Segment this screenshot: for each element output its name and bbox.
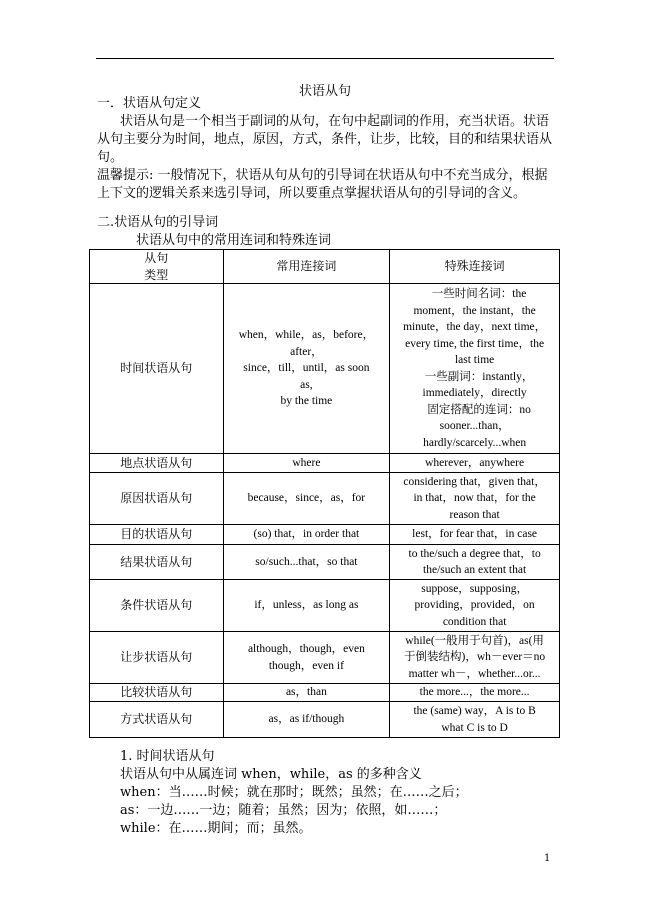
row-common-reason: because，since，as，for bbox=[223, 473, 390, 525]
section2-heading: 二.状语从句的引导词 bbox=[97, 215, 219, 230]
header-type-line-1: 从句 bbox=[144, 251, 169, 265]
row-type-time: 时间状语从句 bbox=[90, 284, 224, 454]
header-clause-type bbox=[90, 250, 224, 284]
definition-line-3: 句。 bbox=[97, 150, 124, 165]
table-caption: 状语从句中的常用连词和特殊连词 bbox=[136, 233, 332, 248]
meaning-as: as：一边……一边；随着；虽然；因为；依照，如……； bbox=[120, 803, 447, 818]
row-common-concession: although，though，even though，even if bbox=[223, 632, 390, 684]
row-special-comparison: the more...，the more... bbox=[390, 684, 560, 702]
row-type-purpose: 目的状语从句 bbox=[90, 525, 224, 545]
table-row-reason bbox=[90, 473, 560, 525]
row-common-place: where bbox=[223, 454, 390, 473]
meaning-when: when：当……时候；就在那时；既然；虽然；在……之后； bbox=[120, 785, 468, 800]
definition-line-1: 状语从句是一个相当于副词的从句，在句中起副词的作用，充当状语。状语 bbox=[120, 114, 550, 129]
row-type-manner: 方式状语从句 bbox=[90, 702, 224, 738]
row-special-place: wherever，anywhere bbox=[390, 454, 560, 473]
row-special-reason: considering that，given that， in that，now that，for the reason that bbox=[390, 473, 560, 525]
row-common-comparison: as，than bbox=[223, 684, 390, 702]
row-special-time: 􀁺一些时间名词：the moment，the instant，the minute，the day，next time， every time, the first time，the last time 􀁺一些副词：instantly， immediately，directly 􀁺固定搭配的连词：no sooner...than， hardly/scarcely...when bbox=[390, 284, 560, 454]
table-row-concession bbox=[90, 632, 560, 684]
table-row-condition bbox=[90, 580, 560, 632]
table-row-result bbox=[90, 545, 560, 580]
row-type-concession: 让步状语从句 bbox=[90, 632, 224, 684]
row-type-result: 结果状语从句 bbox=[90, 545, 224, 580]
row-special-result: to the/such a degree that，to the/such an extent that bbox=[390, 545, 560, 580]
section1-heading: 一．状语从句定义 bbox=[97, 96, 202, 111]
row-type-comparison: 比较状语从句 bbox=[90, 684, 224, 702]
subsection1-intro: 状语从句中从属连词 when，while，as 的多种含义 bbox=[120, 767, 422, 782]
header-common-conjunctions: 常用连接词 bbox=[223, 250, 390, 284]
header-type-line-2: 类型 bbox=[144, 267, 169, 282]
tip-line-1: 温馨提示: 一般情况下，状语从句从句的引导词在状语从句中不充当成分，根据 bbox=[97, 168, 548, 183]
row-common-result: so/such...that，so that bbox=[223, 545, 390, 580]
row-special-condition: suppose，supposing， providing，provided，on condition that bbox=[390, 580, 560, 632]
header-special-conjunctions: 特殊连接词 bbox=[390, 250, 560, 284]
row-special-manner: the (same) way，A is to B what C is to D bbox=[390, 702, 560, 738]
tip-line-2: 上下文的逻辑关系来选引导词，所以要重点掌握状语从句的引导词的含义。 bbox=[97, 186, 527, 201]
conjunction-table bbox=[89, 249, 560, 738]
row-type-reason: 原因状语从句 bbox=[90, 473, 224, 525]
table-row-comparison bbox=[90, 684, 560, 702]
row-type-condition: 条件状语从句 bbox=[90, 580, 224, 632]
row-special-purpose: lest，for fear that，in case bbox=[390, 525, 560, 545]
document-title: 状语从句 bbox=[298, 84, 351, 99]
meaning-while: while：在……期间；而；虽然。 bbox=[120, 821, 312, 836]
table-row-place bbox=[90, 454, 560, 473]
subsection1-heading: 1. 时间状语从句 bbox=[120, 749, 215, 764]
row-common-condition: if，unless，as long as bbox=[223, 580, 390, 632]
header-rule bbox=[96, 58, 554, 59]
table-header-row bbox=[90, 250, 560, 284]
table-row-time bbox=[90, 284, 560, 454]
row-common-time: when，while，as，before，after， since，till，until，as soon as, by the time bbox=[223, 284, 390, 454]
row-type-place: 地点状语从句 bbox=[90, 454, 224, 473]
page-number: 1 bbox=[544, 853, 551, 864]
row-special-concession: while(一般用于句首)，as(用 于倒装结构)，wh－ever＝no matter wh－，whether...or... bbox=[390, 632, 560, 684]
table-row-purpose bbox=[90, 525, 560, 545]
table-row-manner bbox=[90, 702, 560, 738]
row-common-manner: as，as if/though bbox=[223, 702, 390, 738]
definition-line-2: 从句主要分为时间，地点，原因，方式，条件，让步，比较，目的和结果状语从 bbox=[97, 132, 553, 147]
row-common-purpose: (so) that，in order that bbox=[223, 525, 390, 545]
